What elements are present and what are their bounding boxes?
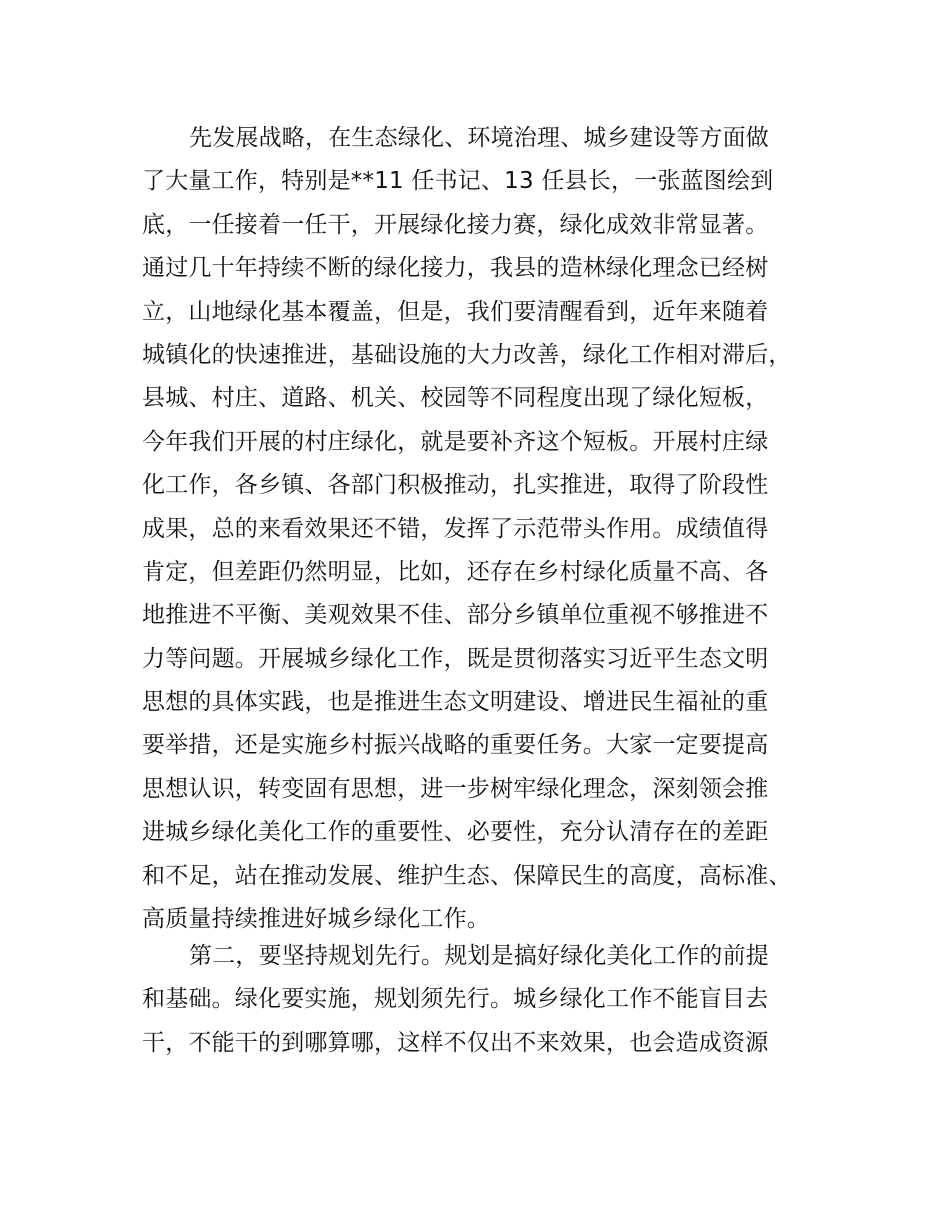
text-line: 化工作，各乡镇、各部门积极推动，扎实推进，取得了阶段性 [142, 472, 769, 499]
text-line: 通过几十年持续不断的绿化接力，我县的造林绿化理念已经树 [142, 255, 769, 282]
text-line: 县城、村庄、道路、机关、校园等不同程度出现了绿化短板， [142, 385, 769, 412]
paragraph-1 [142, 117, 842, 941]
text-line: 城镇化的快速推进，基础设施的大力改善，绿化工作相对滞后， [142, 341, 792, 368]
text-line: 第二，要坚持规划先行。规划是搞好绿化美化工作的前提 [189, 943, 769, 969]
text-line: 先发展战略，在生态绿化、环境治理、城乡建设等方面做 [189, 125, 769, 151]
text-line: 底，一任接着一任干，开展绿化接力赛，绿化成效非常显著。 [142, 211, 769, 238]
text-line: 地推进不平衡、美观效果不佳、部分乡镇单位重视不够推进不 [142, 602, 769, 629]
text-line: 力等问题。开展城乡绿化工作，既是贯彻落实习近平生态文明 [142, 645, 769, 672]
text-line: 和基础。绿化要实施，规划须先行。城乡绿化工作不能盲目去 [142, 986, 769, 1013]
text-line: 和不足，站在推动发展、维护生态、保障民生的高度，高标准、 [142, 862, 792, 889]
text-line: 高质量持续推进好城乡绿化工作。 [142, 906, 490, 933]
text-line: 肯定，但差距仍然明显，比如，还存在乡村绿化质量不高、各 [142, 558, 769, 585]
text-line: 思想的具体实践，也是推进生态文明建设、增进民生福祉的重 [142, 689, 769, 716]
text-line: 成果，总的来看效果还不错，发挥了示范带头作用。成绩值得 [142, 515, 769, 542]
text-line: 立，山地绿化基本覆盖，但是，我们要清醒看到，近年来随着 [142, 298, 769, 325]
paragraph-2 [142, 935, 842, 1065]
text-line: 思想认识，转变固有思想，进一步树牢绿化理念，深刻领会推 [142, 775, 769, 802]
text-line: 干，不能干的到哪算哪，这样不仅出不来效果，也会造成资源 [142, 1029, 769, 1056]
text-line: 进城乡绿化美化工作的重要性、必要性，充分认清存在的差距 [142, 819, 769, 846]
text-line: 了大量工作，特别是**11 任书记、13 任县长，一张蓝图绘到 [142, 168, 774, 195]
text-line: 要举措，还是实施乡村振兴战略的重要任务。大家一定要提高 [142, 732, 769, 759]
text-line: 今年我们开展的村庄绿化，就是要补齐这个短板。开展村庄绿 [142, 428, 769, 455]
